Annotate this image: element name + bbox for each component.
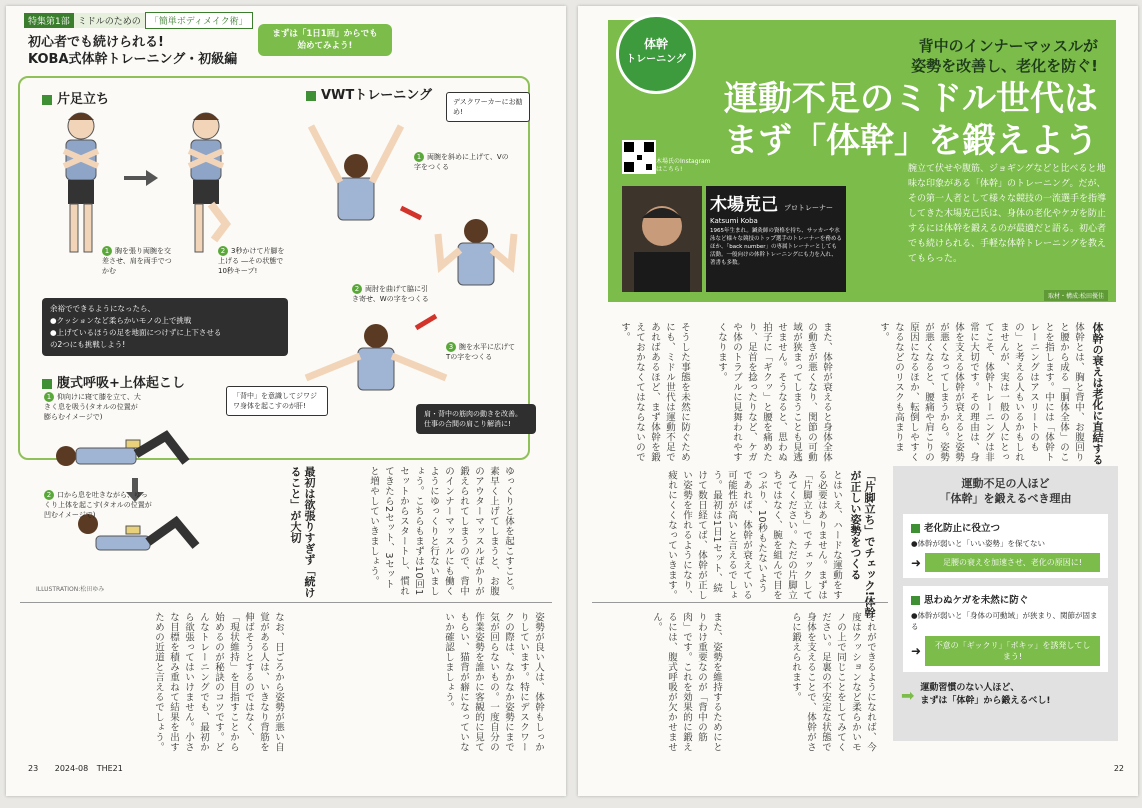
right-text-2: また、体幹が衰えると身体全体の動きが悪くなり、関節の可動域が狭まってしまうことも見逃せません。そうなると、思わぬ拍子に「ギクッ」と腰を痛めたり、足首を捻ったりなど、ケガや体のトラブルに見舞われやすくなります。 [716, 322, 832, 462]
section-one-leg-stand [42, 88, 109, 107]
topic-badge [616, 14, 696, 94]
square-icon [42, 379, 52, 389]
issue-date: 2024-08 [54, 764, 89, 773]
person-romaji: Katsumi Koba [710, 217, 758, 225]
s2-step1 [414, 152, 510, 172]
right-heading-1: 体幹の衰えは老化に直結する [1091, 322, 1104, 465]
s2-note: 肩・背中の筋肉の動きを改善。仕事の合間の肩こり解消に! [416, 404, 536, 434]
left-column-heading: 最初は欲張りすぎず「続けること」が大切 [289, 466, 316, 598]
qr-caption: 木場氏のInstagramはこちら! [656, 158, 711, 173]
right-text-4: とはいえ、ハードな運動をする必要はありません。まずは「片脚立ち」でチェックしてみてください。ただの片脚立ちではなく、腕を組んで目をつぶり、10秒もたないようであれば、体幹が衰えている可能性が高いと言えるでしょう。最初は1日1セット、続けて数日経てば、体幹が正しい姿勢を作れるようになり、疲れにくくなっていきます。 [666, 470, 842, 600]
title-line1: 初心者でも続けられる! [28, 35, 164, 50]
feature-tag [24, 12, 253, 29]
right-heading-2: 「片脚立ち」でチェック!体幹が正しい姿勢をつくる [849, 470, 876, 619]
person-w-pose [438, 219, 514, 285]
sub-headline [911, 36, 1098, 76]
person-lying [56, 436, 186, 466]
headline-line2: まず「体幹」を鍛えよう [724, 121, 1098, 161]
lead-text: 腕立て伏せや腹筋、ジョギングなどと比べると地味な印象がある「体幹」のトレーニング。だが、その第一人者として様々な競技の一流選手を指導してきた木場克己氏は、身体の老化やケガを防止するには体幹を鍛えるのが最適だと語る。初心者でも続けられる、手軽な体幹トレーニングを教えてもらった。 [908, 164, 1107, 264]
s1-step1-text: 胸を張り両腕を交差させ、肩を両手でつかむ [102, 247, 172, 275]
s1-tips-line1: 余裕でできるようになったら、 [50, 304, 155, 313]
reason-card-1 [903, 514, 1108, 578]
s1-tips-line3: ●上げているほうの足を地面につけずに上下させる [50, 328, 222, 337]
portrait-image [622, 186, 702, 292]
section2-title: VWTトレーニング [321, 88, 433, 103]
tag-part2: ミドルのための [74, 13, 145, 28]
magazine-name: THE21 [96, 764, 123, 773]
section3-title: 腹式呼吸+上体起こし [57, 376, 185, 391]
reasons-box [893, 466, 1118, 741]
person-name: 木場克己 [710, 195, 778, 215]
s2-bubble: デスクワーカーにお勧め! [446, 92, 530, 122]
s3-bubble: 「背中」を意識してジワジワ身体を起こすのが肝! [226, 386, 328, 416]
reason2-result: 不意の「ギックリ」「ポキッ」を誘発してしまう! [925, 636, 1100, 666]
s1-tips-line2: ●クッションなど柔らかいモノの上で挑戦 [50, 316, 192, 325]
person-v-pose [311, 126, 401, 220]
left-upper-text: ゆっくりと体を起こすこと。素早く上げてしまうと、お腹のアウターマッスルばかりが鍛えられてしまうので、背中のインナーマッスルにも働くようにゆっくりと行ないましょう。こちらもまずは10回1セットからスタートし、慣れてきたら2セット、3セットと増やしていきましょう。 [368, 466, 514, 596]
tag-part1: 特集第1部 [24, 13, 74, 28]
step-number-icon: 2 [218, 246, 228, 256]
right-text-1: 体幹とは、胸と背中、お腹回りと腰から成る「胴体全体」のことを指します。中には「体幹トレーニングはアスリートのもの」と考える人もいるかもしれませんが、実は一般の人にとってこそ、体幹トレーニングは非常に大切です。その理由は、身体を支える体幹が衰えると姿勢が悪くなってしまうから。姿勢が悪くなると、腰痛や肩こりの原因になるほか、転倒しやすくなるなどのリスクも高まります。 [878, 322, 1084, 462]
reason2-head-text: 思わぬケガを未然に防ぐ [924, 595, 1029, 606]
left-footer [28, 764, 123, 773]
reason1-result-row [911, 553, 1100, 572]
start-bubble-line2: 始めてみよう! [297, 41, 353, 51]
column-divider [20, 602, 552, 603]
reason1-result: 足腰の衰えを加速させ、老化の原因に! [925, 553, 1100, 572]
s2-step3-text: 腕を水平に広げてTの字をつくる [446, 343, 515, 361]
big-arrow-icon: ➡ [901, 685, 915, 705]
step-number-icon: 3 [446, 342, 456, 352]
red-arrow-icon [401, 208, 421, 218]
section-breathing [42, 372, 185, 391]
qr-code[interactable] [622, 140, 656, 174]
square-icon [306, 91, 316, 101]
s2-step1-text: 両腕を斜めに上げて、Vの字をつくる [414, 153, 509, 171]
sub-headline-line1: 背中のインナーマッスルが [918, 37, 1098, 55]
s2-step2 [352, 284, 432, 304]
s2-step2-text: 両肘を曲げて脇に引き寄せ、Wの字をつくる [352, 285, 429, 303]
section1-title: 片足立ち [57, 92, 110, 107]
s1-step2 [218, 246, 290, 276]
arrow-right-icon: ➜ [911, 555, 922, 570]
reasons-footer [901, 682, 1110, 708]
main-headline [724, 78, 1098, 162]
person-bio: 1965年生まれ。鍼灸師の資格を持ち、サッカーや水泳など様々な競技のトップ選手のトレーナーを務めるほか、「back number」の専属トレーナーとしても活動。一般向けの体幹トレーニングにも力を入れ、著書も多数。 [710, 228, 842, 266]
left-page [6, 6, 566, 796]
s1-step1 [102, 246, 172, 276]
portrait-photo [622, 186, 702, 292]
right-text-3: そうした事態を未然に防ぐためにも、ミドル世代は運動不足であればあるほど、まず体幹を鍛えておかなくてはならないのです。 [619, 322, 690, 462]
badge-line1: 体幹 [643, 37, 668, 51]
reasons-title-line1: 運動不足の人ほど [961, 477, 1050, 490]
square-icon [911, 596, 920, 605]
person-standing [64, 113, 98, 252]
badge-line2: トレーニング [626, 54, 686, 65]
square-icon [42, 95, 52, 105]
reasons-title-line2: 「体幹」を鍛えるべき理由 [939, 492, 1072, 505]
reason-card-2 [903, 586, 1108, 672]
reason1-point: ●体幹が弱いと「いい姿勢」を保てない [911, 539, 1046, 548]
right-text-6: また、姿勢を維持するためにとりわけ重要なのが「背中の筋肉」です。これを効果的に鍛えるには、腹式呼吸が欠かせません。 [651, 612, 722, 752]
start-bubble-line1: まずは「1日1回」からでも [272, 29, 378, 39]
s3-step2 [44, 490, 154, 520]
reason2-result-row [911, 636, 1100, 666]
right-page-number: 22 [1113, 764, 1124, 773]
step-number-icon: 2 [352, 284, 362, 294]
step-number-icon: 1 [102, 246, 112, 256]
headline-line1: 運動不足のミドル世代は [724, 79, 1098, 119]
s1-tips-box [42, 298, 288, 356]
tag-part3: 「簡単ボディメイク術」 [145, 12, 253, 29]
profile-box [706, 186, 846, 292]
s1-step2-text: 3秒かけて片脚を上げる ―その状態で10秒キープ! [218, 247, 285, 275]
s3-step2-text: 口から息を吐きながら、ゆっくり上体を起こす(タオルの位置が凹むイメージで) [44, 491, 152, 519]
qr-code-icon [624, 142, 654, 172]
left-lower-text-2: なお、日ごろから姿勢が悪い自覚がある人は、いきなり背筋を伸ばそうとするのではなく、「現状維持」を目指すことから始めるのが秘訣のコツです。どんなトレーニングでも、最初から欲張ってはいけません。小さな目標を積み重ねて結果を出すための近道と言えるでしょう。 [153, 612, 284, 752]
s3-step1-text: 仰向けに寝て膝を立て、大きく息を吸う(タオルの位置が膨らむイメージで) [44, 393, 141, 421]
arrow-right-icon: ➜ [911, 644, 922, 658]
title-line2: KOBA式体幹トレーニング・初級編 [28, 52, 238, 67]
person-t-pose [306, 324, 446, 390]
right-page [578, 6, 1138, 796]
step-number-icon: 1 [414, 152, 424, 162]
left-page-number: 23 [28, 764, 39, 773]
red-arrow-icon [416, 316, 436, 328]
article-credit: 取材・構成:松田優佳 [1044, 290, 1108, 301]
person-role: プロトレーナー [784, 204, 833, 212]
s1-tips-line4: の2つにも挑戦しよう! [50, 340, 126, 349]
s2-step3 [446, 342, 516, 362]
step-number-icon: 2 [44, 490, 54, 500]
person-one-leg [189, 113, 226, 252]
page-title [28, 34, 237, 68]
reason1-head [911, 520, 1100, 534]
right-text-5: それができるようになれば、今度はクッションなど柔らかいモノの上で同じことをしてみてください。足裏の不安定な状態で身体を支えることで、体幹がさらに鍛えられます。 [790, 612, 876, 752]
sub-headline-line2: 姿勢を改善し、老化を防ぐ! [911, 57, 1098, 75]
reasons-title [893, 476, 1118, 506]
start-bubble [258, 24, 392, 56]
arrow-right-icon [124, 170, 158, 186]
square-icon [911, 524, 920, 533]
illustration-credit: ILLUSTRATION:松田ゆみ [36, 586, 105, 593]
left-lower-text-1: 姿勢が良い人は、体幹もしっかりしています。特にデスクワークの際は、なかなか姿勢にまで気が回らないもの。一度自分の作業姿勢を誰かに客観的に見てもらい、猫背が癖になっていないか確認しましょう。 [443, 612, 544, 752]
reason2-head [911, 592, 1100, 606]
reasons-footer-line1: 運動習慣のない人ほど、 [920, 683, 1020, 693]
section-vwt [306, 84, 432, 103]
step-number-icon: 1 [44, 392, 54, 402]
reasons-footer-line2: まずは「体幹」から鍛えるべし! [920, 696, 1051, 706]
reasons-footer-text [920, 682, 1050, 708]
column-divider [592, 602, 888, 603]
reason1-head-text: 老化防止に役立つ [924, 523, 1001, 534]
reason2-point: ●体幹が弱いと「身体の可動域」が狭まり、関節が固まる [911, 611, 1098, 631]
